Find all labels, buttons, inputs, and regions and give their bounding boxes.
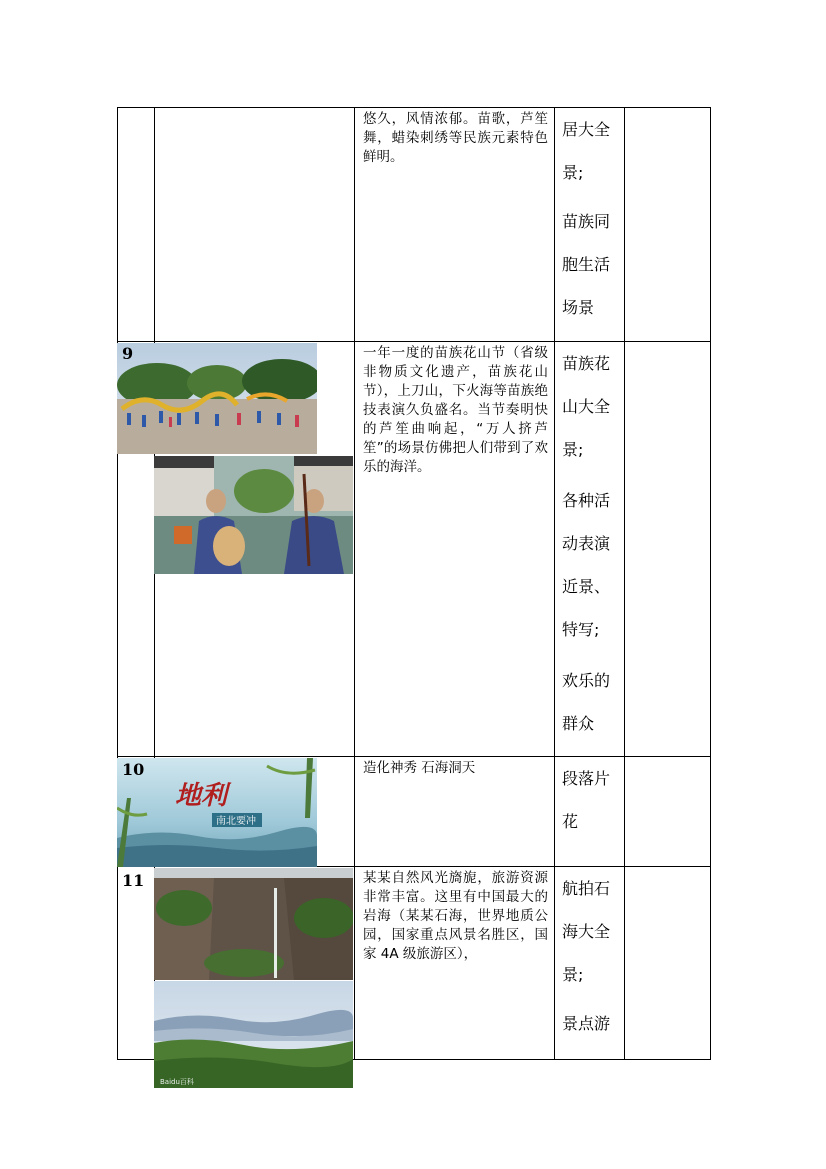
shot-notes <box>555 757 624 843</box>
notes-cell <box>625 757 711 867</box>
description-cell <box>355 342 555 757</box>
row-number: 11 <box>122 871 145 890</box>
shot-line: 海大全 <box>562 922 611 941</box>
gorge-photo <box>154 868 353 980</box>
title-card-title: 地利 <box>175 781 228 811</box>
musicians-photo <box>154 456 353 574</box>
shot-line: 特写; <box>562 620 600 639</box>
notes-cell <box>625 342 711 757</box>
number-cell <box>118 108 155 342</box>
shot-line: 群众 <box>562 714 595 733</box>
shot-cell <box>555 757 625 867</box>
description-text: 某某自然风光旖旎，旅游资源非常丰富。这里有中国最大的岩海（某某石海，世界地质公园，国家重点风景名胜区，国家 4A 级旅游区）， <box>363 870 548 962</box>
shot-cell <box>555 108 625 342</box>
watermark-text: Baidu百科 <box>160 1078 194 1086</box>
description-text: 造化神秀 石海洞天 <box>363 760 476 776</box>
shot-line: 苗族花 <box>562 354 611 373</box>
shot-line: 景点游 <box>562 1014 611 1033</box>
shot-line: 景; <box>562 163 584 182</box>
shot-line: 动表演 <box>562 534 611 553</box>
description-cell <box>355 757 555 867</box>
shot-line: 景; <box>562 440 584 459</box>
description-cell <box>355 108 555 342</box>
notes-cell <box>625 867 711 1060</box>
description-text: 悠久，风情浓郁。苗歌，芦笙舞，蜡染刺绣等民族元素特色鲜明。 <box>363 111 548 165</box>
shot-cell <box>555 867 625 1060</box>
notes-cell <box>625 108 711 342</box>
shot-notes <box>555 342 624 745</box>
shot-line: 场景 <box>562 298 595 317</box>
shot-line: 山大全 <box>562 397 611 416</box>
shot-line: 胞生活 <box>562 255 611 274</box>
row-number: 10 <box>122 760 145 779</box>
shot-line: 景; <box>562 965 584 984</box>
shot-notes <box>555 108 624 329</box>
shot-notes <box>555 867 624 1045</box>
shot-line: 段落片 <box>562 769 611 788</box>
shot-line: 各种活 <box>562 491 611 510</box>
festival-dance-photo <box>117 343 317 454</box>
description-cell <box>355 867 555 1060</box>
shot-line: 航拍石 <box>562 879 611 898</box>
image-cell <box>155 108 355 342</box>
table-row <box>118 108 711 342</box>
shot-cell <box>555 342 625 757</box>
title-card-subtitle: 南北要冲 <box>216 816 256 827</box>
shot-line: 花 <box>562 812 579 831</box>
number-cell <box>118 867 155 1060</box>
shot-line: 苗族同 <box>562 212 611 231</box>
row-number: 9 <box>122 344 134 363</box>
description-text: 一年一度的苗族花山节（省级非物质文化遗产，苗族花山节），上刀山，下火海等苗族绝技表演久负盛名。当节奏明快的芦笙曲响起，“万人挤芦笙”的场景仿佛把人们带到了欢乐的海洋。 <box>363 345 548 475</box>
shot-line: 近景、 <box>562 577 611 596</box>
mountain-landscape-photo <box>154 981 353 1088</box>
shot-line: 欢乐的 <box>562 671 611 690</box>
shot-line: 居大全 <box>562 120 611 139</box>
title-card-image <box>117 758 317 867</box>
